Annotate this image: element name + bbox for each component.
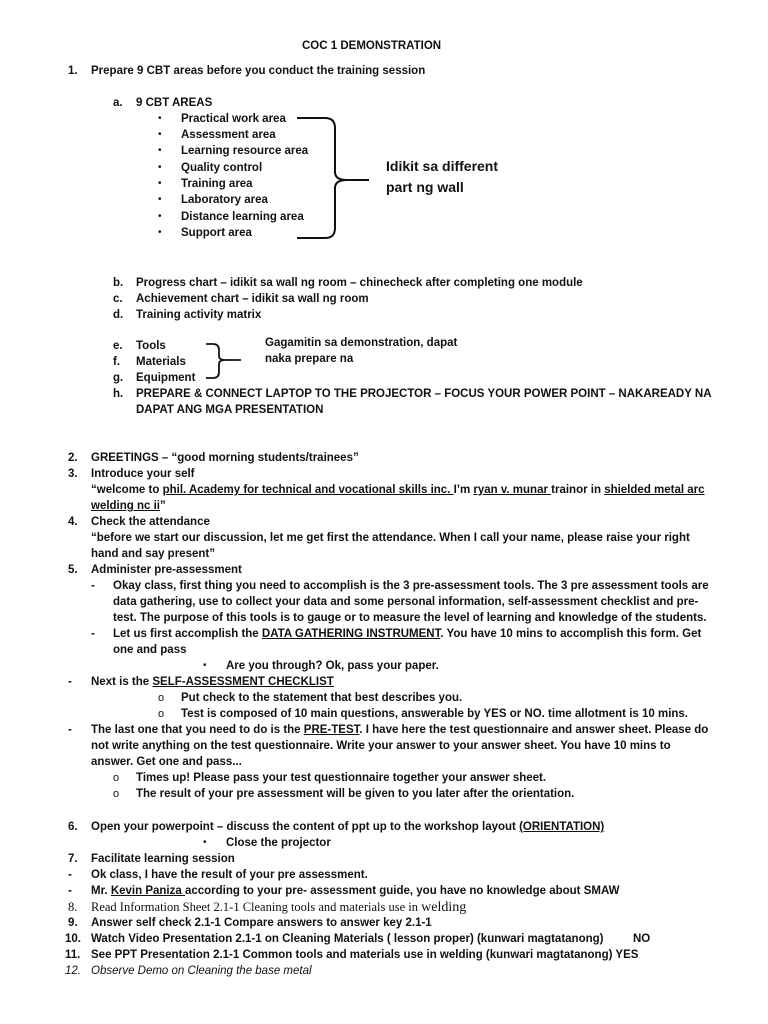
paragraph-line: not write anything on the test questionnaire. Write your answer to your answer sheet. You have 10 mins to [91, 740, 671, 752]
paragraph-line: Okay class, first thing you need to accomplish is the 3 pre-assessment tools. The 3 pre assessment tools are [113, 580, 709, 592]
text-span: I’m [453, 484, 474, 496]
intro-line [91, 498, 166, 514]
instrument-name: DATA GATHERING INSTRUMENT [261, 628, 441, 640]
page-title: COC 1 DEMONSTRATION [302, 40, 442, 52]
cbt-note: part ng wall [386, 179, 464, 195]
item-number: 2. [68, 452, 78, 464]
item-number: 4. [68, 516, 78, 528]
paragraph-line [91, 883, 619, 899]
bullet-icon: • [158, 194, 162, 205]
orientation-label: (ORIENTATION) [519, 821, 605, 833]
bullet-icon: • [158, 162, 162, 173]
letter-text: DAPAT ANG MGA PRESENTATION [136, 404, 324, 416]
letter-marker: b. [113, 277, 124, 289]
dash-marker: - [68, 676, 72, 688]
text-span: Read Information Sheet 2.1-1 Cleaning tools and materials use in [91, 900, 422, 914]
text-span: welding [421, 900, 467, 915]
demo-note: Gagamitin sa demonstration, dapat [265, 337, 458, 349]
letter-marker: e. [113, 340, 123, 352]
trainer-name: ryan v. munar [473, 484, 552, 496]
list-item: Training area [181, 178, 253, 190]
cbt-heading: 9 CBT AREAS [136, 97, 213, 109]
item-number: 6. [68, 821, 78, 833]
attendance-line: “before we start our discussion, let me get first the attendance. When I call your name, please raise your right [91, 532, 690, 544]
text-span: The last one that you need to do is the [91, 724, 304, 736]
sub-item: Put check to the statement that best describes you. [181, 692, 463, 704]
letter-text: Achievement chart – idikit sa wall ng room [136, 293, 369, 305]
cbt-note: Idikit sa different [386, 158, 499, 174]
letter-marker: h. [113, 388, 124, 400]
dash-marker: - [91, 628, 95, 640]
text-span: . You have 10 mins to accomplish this form. Get [440, 628, 702, 640]
list-item: Support area [181, 227, 252, 239]
dash-marker: - [91, 580, 95, 592]
item-text: Prepare 9 CBT areas before you conduct the training session [91, 65, 426, 77]
bullet-icon: • [158, 178, 162, 189]
text-span: Mr. [91, 885, 111, 897]
paragraph-line: data gathering, use to collect your data and some personal information, self-assessment checklist and pre- [113, 596, 699, 608]
qualification: welding nc ii [91, 500, 161, 512]
bullet-icon: • [203, 660, 207, 671]
list-item: Practical work area [181, 113, 286, 125]
text-span: trainor in [551, 484, 605, 496]
item-number: 10. [65, 933, 81, 945]
letter-text: Equipment [136, 372, 196, 384]
circle-bullet-icon: o [158, 708, 165, 720]
letter-text: Materials [136, 356, 186, 368]
item-text [91, 899, 466, 916]
sub-item: Test is composed of 10 main questions, answerable by YES or NO. time allotment is 10 mins. [181, 708, 688, 720]
item-text: Check the attendance [91, 516, 210, 528]
paragraph-line: answer. Get one and pass... [91, 756, 242, 768]
item-text: Introduce your self [91, 468, 195, 480]
demo-note: naka prepare na [265, 353, 354, 365]
item-number: 11. [65, 949, 81, 961]
paragraph-line: Ok class, I have the result of your pre assessment. [91, 869, 368, 881]
letter-text: PREPARE & CONNECT LAPTOP TO THE PROJECTOR – FOCUS YOUR POWER POINT – NAKAREADY NA [136, 388, 712, 400]
paragraph-line [91, 722, 708, 738]
letter-marker: c. [113, 293, 123, 305]
text-span: . I have here the test questionnaire and answer sheet. Please do [359, 724, 709, 736]
item-number: 9. [68, 917, 78, 929]
bullet-icon: • [158, 129, 162, 140]
item-number: 3. [68, 468, 78, 480]
dash-marker: - [68, 885, 72, 897]
list-item: Distance learning area [181, 211, 304, 223]
list-item: Learning resource area [181, 145, 309, 157]
text-span: Next is the [91, 676, 153, 688]
item-number: 12. [65, 965, 81, 977]
item-text: Answer self check 2.1-1 Compare answers to answer key 2.1-1 [91, 917, 432, 929]
letter-text: Tools [136, 340, 166, 352]
letter-text: Training activity matrix [136, 309, 262, 321]
bullet-icon: • [158, 145, 162, 156]
item-number: 5. [68, 564, 78, 576]
text-span: according to your pre- assessment guide, you have no knowledge about SMAW [184, 885, 620, 897]
attendance-line: hand and say present” [91, 548, 215, 560]
item-text: Watch Video Presentation 2.1-1 on Cleaning Materials ( lesson proper) (kunwari magtatanong) [91, 933, 604, 945]
paragraph-line: test. The purpose of this tools is to gauge or to measure the level of learning and knowledge of the students. [113, 612, 707, 624]
text-span: “welcome to [91, 484, 163, 496]
brace-icon [205, 342, 245, 382]
section-heading [91, 674, 334, 690]
brace-icon [295, 114, 375, 244]
letter-marker: a. [113, 97, 123, 109]
item-number: 8. [68, 900, 78, 914]
text-span: ” [160, 500, 166, 512]
intro-line [91, 482, 705, 498]
item-text: See PPT Presentation 2.1-1 Common tools and materials use in welding (kunwari magtatanong) YES [91, 949, 639, 961]
item-text: Observe Demo on Cleaning the base metal [91, 965, 312, 977]
text-span: Open your powerpoint – discuss the content of ppt up to the workshop layout [91, 821, 520, 833]
text-span: Let us first accomplish the [113, 628, 262, 640]
sub-item: Are you through? Ok, pass your paper. [226, 660, 439, 672]
item-text: GREETINGS – “good morning students/trainees” [91, 452, 359, 464]
item-text [91, 819, 604, 835]
bullet-icon: • [158, 227, 162, 238]
answer-no: NO [633, 933, 651, 945]
checklist-name: SELF-ASSESSMENT CHECKLIST [152, 676, 334, 688]
letter-marker: f. [113, 356, 121, 368]
item-number: 1. [68, 65, 78, 77]
letter-marker: d. [113, 309, 124, 321]
circle-bullet-icon: o [113, 788, 120, 800]
paragraph-line [113, 626, 701, 642]
sub-item: Times up! Please pass your test questionnaire together your answer sheet. [136, 772, 547, 784]
bullet-icon: • [158, 211, 162, 222]
sub-item: Close the projector [226, 837, 331, 849]
list-item: Quality control [181, 162, 263, 174]
item-text: Administer pre-assessment [91, 564, 242, 576]
item-number: 7. [68, 853, 78, 865]
list-item: Assessment area [181, 129, 276, 141]
dash-marker: - [68, 724, 72, 736]
student-name: Kevin Paniza [110, 885, 185, 897]
pretest-name: PRE-TEST [303, 724, 360, 736]
bullet-icon: • [203, 837, 207, 848]
academy-name: phil. Academy for technical and vocational skills inc. [162, 484, 454, 496]
paragraph-line: one and pass [113, 644, 187, 656]
bullet-icon: • [158, 113, 162, 124]
dash-marker: - [68, 869, 72, 881]
qualification: shielded metal arc [604, 484, 705, 496]
circle-bullet-icon: o [113, 772, 120, 784]
circle-bullet-icon: o [158, 692, 165, 704]
letter-text: Progress chart – idikit sa wall ng room – chinecheck after completing one module [136, 277, 583, 289]
sub-item: The result of your pre assessment will be given to you later after the orientation. [136, 788, 575, 800]
letter-marker: g. [113, 372, 124, 384]
list-item: Laboratory area [181, 194, 268, 206]
item-text: Facilitate learning session [91, 853, 235, 865]
